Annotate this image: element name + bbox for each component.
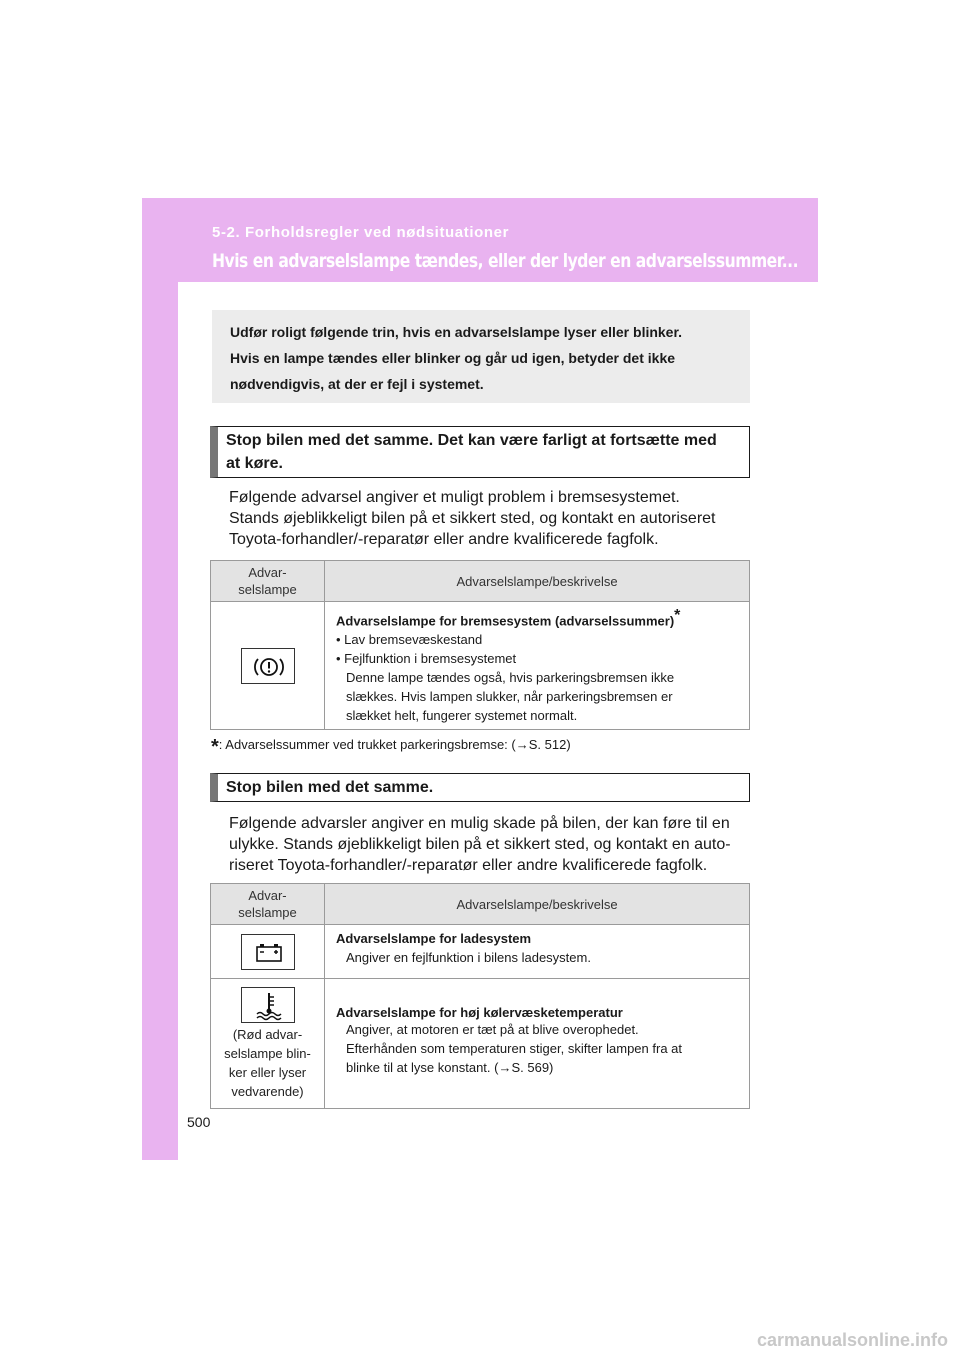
header-text: selslampe — [238, 905, 297, 920]
footnote-mark: * — [674, 607, 681, 624]
caption-line: ker eller lyser — [228, 1065, 307, 1080]
footnote-mark: * — [211, 736, 219, 758]
intro-line: nødvendigvis, at der er fejl i systemet. — [230, 376, 484, 392]
intro-line: Udfør roligt følgende trin, hvis en advarselslampe lyser eller blinker. — [230, 324, 683, 340]
lamp-title: Advarselslampe for ladesystem — [336, 931, 532, 946]
section2-body — [229, 813, 744, 876]
warning-heading-line: at køre. — [226, 455, 283, 472]
battery-charging-icon — [241, 934, 295, 970]
body-line: Toyota-forhandler/-reparatør eller andre kvalificerede fagfolk. — [229, 531, 659, 548]
caption-line: vedvarende) — [231, 1084, 304, 1099]
intro-line: Hvis en lampe tændes eller blinker og går ud igen, betyder det ikke — [230, 350, 676, 366]
lamp-cell — [211, 925, 325, 979]
lamp-title: Advarselslampe for høj kølervæsketemperatur — [336, 1005, 623, 1020]
footnote — [211, 732, 571, 758]
header-text: Advar- — [248, 888, 287, 903]
footnote-text: : Advarselssummer ved trukket parkeringsbremse: (→S. 512) — [218, 737, 571, 752]
body-line: riseret Toyota-forhandler/-reparatør eller andre kvalificerede fagfolk. — [229, 857, 708, 874]
lamp-title-text: Advarselslampe for bremsesystem (advarselssummer) — [336, 613, 675, 629]
description-line: Angiver en fejlfunktion i bilens ladesystem. — [346, 950, 591, 965]
body-line: Stands øjeblikkeligt bilen på et sikkert sted, og kontakt en autoriseret — [229, 510, 716, 527]
caption-line: (Rød advar- — [232, 1027, 303, 1042]
lamp-cell — [211, 979, 325, 1109]
description-cell — [325, 979, 750, 1109]
body-line: ulykke. Stands øjeblikkeligt bilen på et sikkert sted, og kontakt en auto- — [229, 836, 731, 853]
description-line: Efterhånden som temperaturen stiger, skifter lampen fra at — [346, 1041, 683, 1056]
page-title: Hvis en advarselslampe tændes, eller der lyder en advarselssummer... — [212, 250, 799, 272]
page-number: 500 — [187, 1114, 211, 1130]
table-row — [211, 602, 750, 730]
table-row — [211, 979, 750, 1109]
header-text: selslampe — [238, 582, 297, 597]
table-header-description: Advarselslampe/beskrivelse — [325, 561, 750, 602]
note-line: slækket helt, fungerer systemet normalt. — [346, 708, 578, 724]
note-line: slækkes. Hvis lampen slukker, når parkeringsbremsen er — [346, 689, 673, 705]
table-header-row — [211, 884, 750, 925]
table-header-lamp — [211, 561, 325, 602]
description-line: Angiver, at motoren er tæt på at blive overophedet. — [346, 1022, 639, 1037]
warning-lamp-table-2 — [210, 883, 750, 1109]
caption-line: selslampe blin- — [224, 1046, 311, 1061]
note-line: Denne lampe tændes også, hvis parkeringsbremsen ikke — [346, 670, 675, 686]
header-text: Advar- — [248, 565, 287, 580]
warning-lamp-table-1 — [210, 560, 750, 730]
brake-warning-icon — [241, 648, 295, 684]
warning-heading-2 — [210, 773, 750, 802]
lamp-cell — [211, 602, 325, 730]
body-line: Følgende advarsler angiver en mulig skade på bilen, der kan føre til en — [229, 815, 730, 832]
warning-heading-line: Stop bilen med det samme. Det kan være farligt at fortsætte med — [226, 432, 717, 449]
watermark: carmanualsonline.info — [756, 1330, 948, 1350]
body-line: Følgende advarsel angiver et muligt problem i bremsesystemet. — [229, 489, 680, 506]
lamp-title — [336, 606, 743, 630]
description-line: blinke til at lyse konstant. (→S. 569) — [346, 1060, 554, 1075]
section1-body — [229, 487, 744, 550]
table-header-row — [211, 561, 750, 602]
description-cell — [325, 925, 750, 979]
description-cell — [325, 602, 750, 730]
lamp-caption — [211, 1025, 324, 1101]
warning-heading-1 — [210, 426, 750, 478]
section-label: 5-2. Forholdsregler ved nødsituationer — [212, 224, 510, 241]
bullet-item: • Fejlfunktion i bremsesystemet — [336, 651, 517, 667]
coolant-temperature-icon — [241, 987, 295, 1023]
table-header-lamp — [211, 884, 325, 925]
table-header-description: Advarselslampe/beskrivelse — [325, 884, 750, 925]
intro-box — [212, 310, 750, 403]
warning-heading-line: Stop bilen med det samme. — [226, 779, 434, 796]
table-row — [211, 925, 750, 979]
bullet-item: • Lav bremsevæskestand — [336, 632, 483, 648]
side-margin-band — [142, 198, 178, 1160]
